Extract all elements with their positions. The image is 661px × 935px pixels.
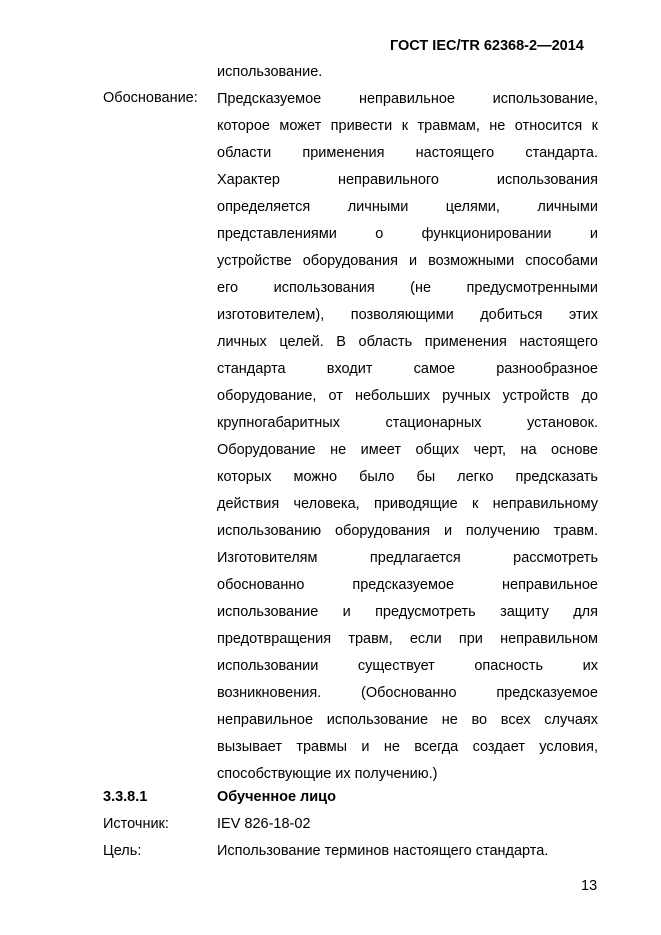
text-line: крупногабаритных стационарных установок. — [217, 415, 598, 431]
text-line: Оборудование не имеет общих черт, на основе — [217, 442, 598, 458]
text-line: представлениями о функционировании и — [217, 226, 598, 242]
text-line: его использования (не предусмотренными — [217, 280, 598, 296]
text-line: предотвращения травм, если при неправильном — [217, 631, 598, 647]
text-line: неправильное использование не во всех случаях — [217, 712, 598, 728]
text-line: возникновения. (Обоснованно предсказуемое — [217, 685, 598, 701]
text-line: области применения настоящего стандарта. — [217, 145, 598, 161]
term-number: 3.3.8.1 — [103, 789, 148, 805]
text-line: вызывает травмы и не всегда создает условия, — [217, 739, 598, 755]
text-line: действия человека, приводящие к неправильному — [217, 496, 598, 512]
text-line: стандарта входит самое разнообразное — [217, 361, 598, 377]
text-line: определяется личными целями, личными — [217, 199, 598, 215]
purpose-value: Использование терминов настоящего стандарта. — [217, 843, 549, 859]
text-line: Изготовителям предлагается рассмотреть — [217, 550, 598, 566]
text-line: использовании существует опасность их — [217, 658, 598, 674]
text-line: обоснованно предсказуемое неправильное — [217, 577, 598, 593]
text-line: Характер неправильного использования — [217, 172, 598, 188]
document-header: ГОСТ IEC/TR 62368-2—2014 — [390, 38, 584, 54]
rationale-label: Обоснование: — [103, 90, 198, 106]
purpose-label: Цель: — [103, 843, 142, 859]
source-label: Источник: — [103, 816, 169, 832]
text-line: изготовителем), позволяющими добиться этих — [217, 307, 598, 323]
text-line: личных целей. В область применения настоящего — [217, 334, 598, 350]
page-number: 13 — [581, 878, 598, 894]
text-line: устройстве оборудования и возможными способами — [217, 253, 598, 269]
source-value: IEV 826-18-02 — [217, 816, 311, 832]
text-line: использование. — [217, 64, 323, 80]
text-line: использование и предусмотреть защиту для — [217, 604, 598, 620]
text-line: которых можно было бы легко предсказать — [217, 469, 598, 485]
text-line: которое может привести к травмам, не относится к — [217, 118, 598, 134]
text-line: Предсказуемое неправильное использование, — [217, 91, 598, 107]
term-title: Обученное лицо — [217, 789, 336, 805]
text-line: использованию оборудования и получению травм. — [217, 523, 598, 539]
text-line: способствующие их получению.) — [217, 766, 438, 782]
text-line: оборудование, от небольших ручных устройств до — [217, 388, 598, 404]
